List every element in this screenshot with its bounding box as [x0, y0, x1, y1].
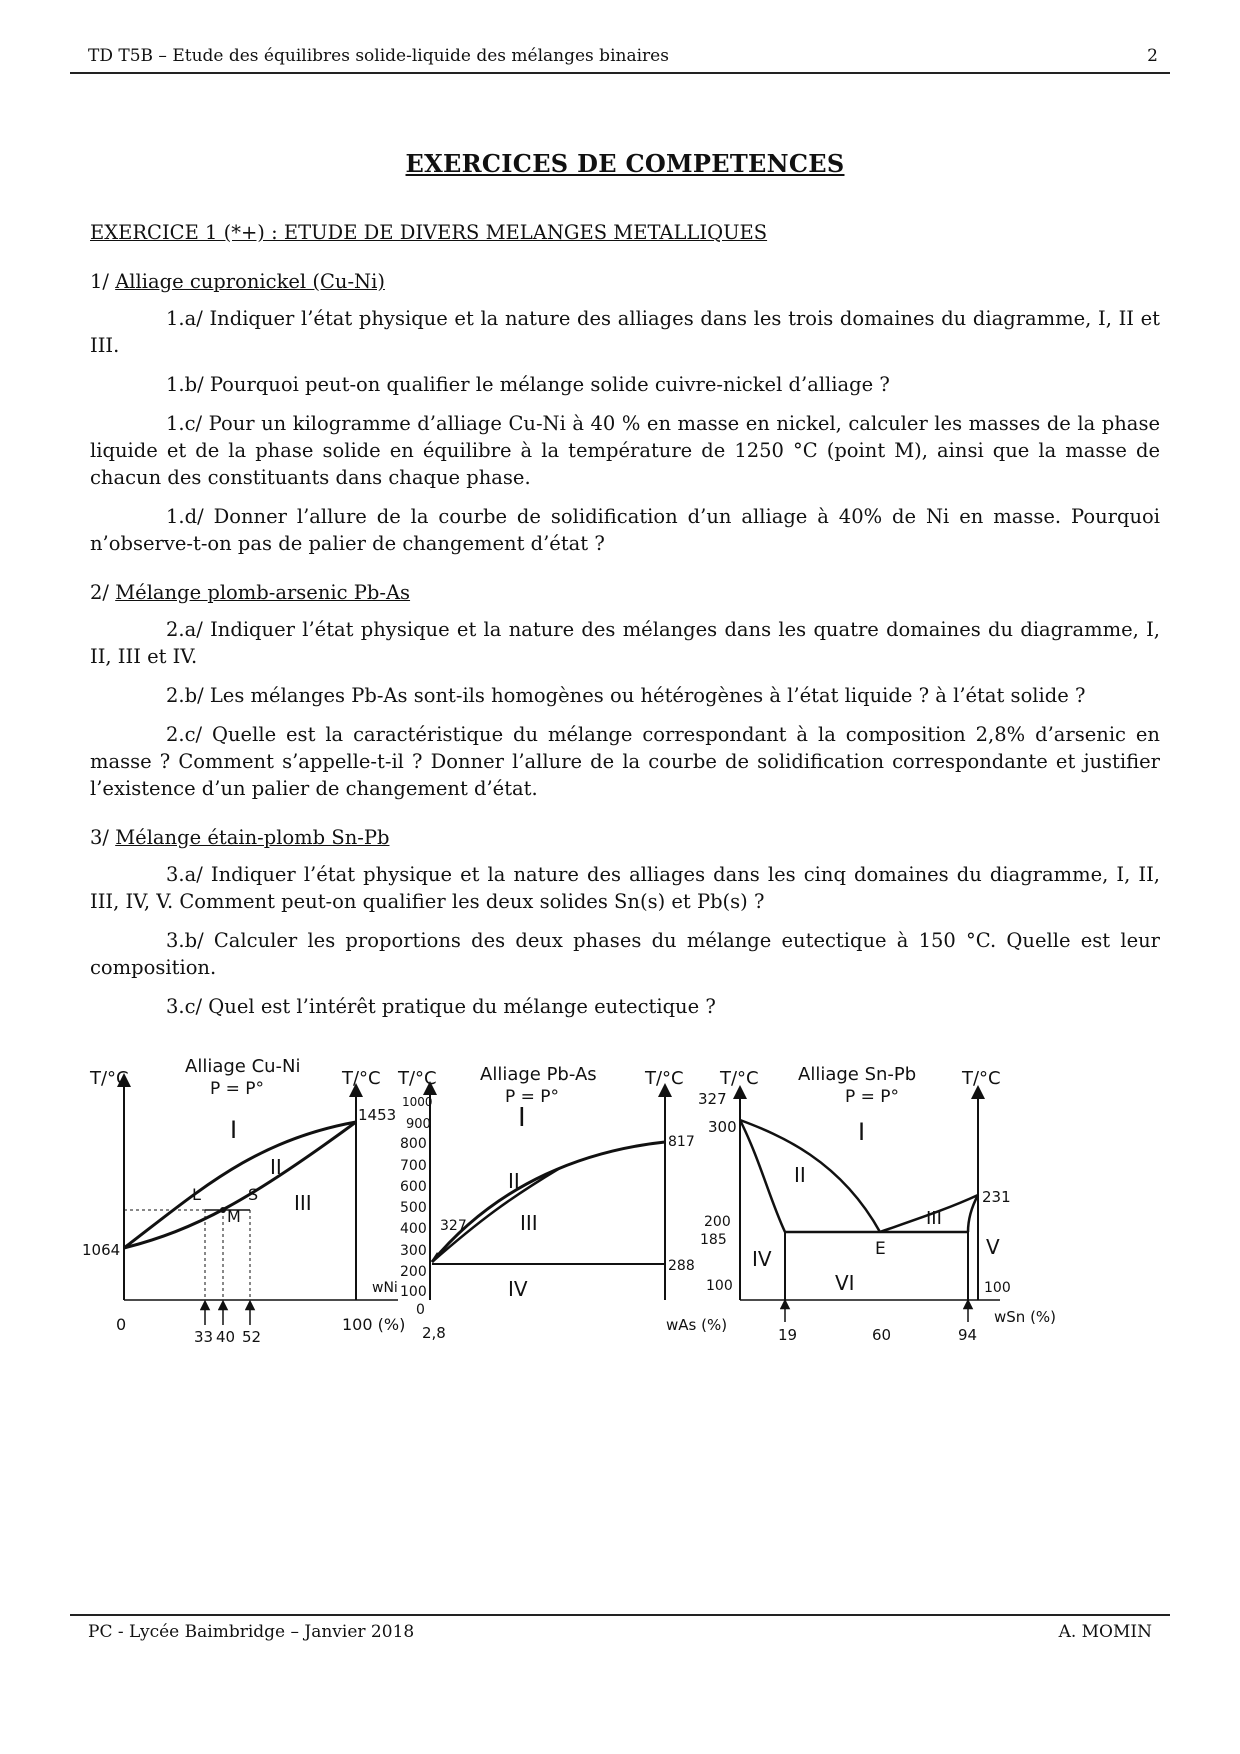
liquidus-curve — [124, 1122, 356, 1248]
diagram-title: Alliage Sn-Pb — [798, 1064, 917, 1085]
diagram-pbas — [397, 1064, 727, 1342]
section-snpb — [90, 824, 1160, 1020]
domain-label-i: I — [518, 1103, 526, 1133]
question-3a: 3.a/ Indiquer l’état physique et la nature des alliages dans les cinq domaines du diagramme, I, II, III, IV, V. Comment peut-on qualifier les deux solides Sn(s) et Pb(s) ? — [90, 863, 1160, 913]
y-left-327: 327 — [698, 1090, 727, 1108]
x-axis-label: wAs (%) — [666, 1316, 728, 1334]
axis-label-right: T/°C — [645, 1068, 684, 1089]
question-2a: 2.a/ Indiquer l’état physique et la nature des mélanges dans les quatre domaines du diagramme, I, II, III et IV. — [90, 618, 1160, 668]
diagram-title: Alliage Cu-Ni — [185, 1056, 301, 1077]
footer-left: PC - Lycée Baimbridge – Janvier 2018 — [88, 1622, 415, 1642]
y-right-231: 231 — [982, 1188, 1011, 1206]
y-left-200: 200 — [704, 1214, 731, 1230]
domain-label-vi: VI — [835, 1271, 855, 1295]
domain-label-iii: III — [926, 1208, 942, 1229]
eutectic-point-label: E — [875, 1239, 886, 1259]
footer-right: A. MOMIN — [1058, 1622, 1152, 1642]
diagram-pressure: P = P° — [845, 1087, 900, 1107]
x-axis-label: wNi — [372, 1280, 398, 1296]
main-title: EXERCICES DE COMPETENCES — [405, 149, 845, 178]
question-1a: 1.a/ Indiquer l’état physique et la nature des alliages dans les trois domaines du diagramme, I, II et III. — [90, 307, 1160, 357]
t-eut-label: 288 — [668, 1258, 695, 1274]
question-3c: 3.c/ Quel est l’intérêt pratique du mélange eutectique ? — [166, 995, 716, 1018]
phase-diagrams-svg — [80, 1050, 1160, 1350]
y-tick: 600 — [400, 1179, 427, 1195]
page-header — [70, 44, 1170, 74]
t-as-label: 817 — [668, 1134, 695, 1150]
solvus-sn — [968, 1195, 978, 1232]
domain-label-ii: II — [794, 1163, 806, 1187]
y-ticks — [400, 1095, 433, 1318]
domain-label-i: I — [858, 1118, 866, 1146]
diagram-cuni — [82, 1056, 405, 1346]
y-left-300: 300 — [708, 1118, 737, 1136]
y-tick: 300 — [400, 1243, 427, 1259]
document-body — [90, 150, 1160, 1032]
question-2b: 2.b/ Les mélanges Pb-As sont-ils homogènes ou hétérogènes à l’état liquide ? à l’état solide ? — [166, 684, 1086, 707]
axis-label-left: T/°C — [90, 1068, 129, 1089]
y-tick: 900 — [406, 1117, 431, 1132]
y-tick: 100 — [400, 1284, 427, 1300]
page-number: 2 — [1147, 46, 1158, 66]
x-tick-19: 19 — [778, 1326, 798, 1344]
x-axis-label: wSn (%) — [994, 1308, 1057, 1326]
domain-label-v: V — [986, 1235, 1000, 1259]
section-prefix: 3/ — [90, 826, 116, 849]
section-prefix: 1/ — [90, 270, 116, 293]
x-eut-label: 2,8 — [422, 1324, 446, 1342]
t-ni-label: 1453 — [358, 1106, 397, 1124]
y-left-185: 185 — [700, 1232, 727, 1248]
page-footer — [70, 1614, 1170, 1646]
axis-label-right: T/°C — [342, 1068, 381, 1089]
diagram-title: Alliage Pb-As — [480, 1064, 597, 1085]
domain-label-iii: III — [520, 1211, 538, 1235]
domain-label-i: I — [230, 1116, 238, 1144]
x-end-label: 100 (%) — [342, 1315, 406, 1334]
domain-label-iii: III — [294, 1191, 312, 1215]
diagram-pressure: P = P° — [505, 1087, 560, 1107]
x-tick-60: 60 — [872, 1326, 892, 1344]
solidus-curve — [124, 1122, 356, 1248]
exercise-title: EXERCICE 1 (*+) : ETUDE DE DIVERS MELANGES METALLIQUES — [90, 221, 768, 244]
axis-label-left: T/°C — [398, 1068, 437, 1089]
domain-label-ii: II — [508, 1169, 520, 1193]
y-tick: 400 — [400, 1221, 427, 1237]
diagram-pressure: P = P° — [210, 1079, 265, 1099]
phase-diagrams — [80, 1050, 1160, 1350]
y-tick: 700 — [400, 1158, 427, 1174]
section-cuni — [90, 268, 1160, 557]
x-tick-33: 33 — [194, 1328, 214, 1346]
point-label-l: L — [192, 1185, 201, 1204]
point-label-s: S — [248, 1185, 259, 1204]
section-pbas — [90, 579, 1160, 802]
solidus-curve-as — [432, 1168, 560, 1262]
y-right-100: 100 — [984, 1280, 1011, 1296]
section-heading: Mélange étain-plomb Sn-Pb — [115, 826, 390, 849]
x-origin-label: 0 — [116, 1315, 127, 1334]
t-cu-label: 1064 — [82, 1241, 121, 1259]
question-2c: 2.c/ Quelle est la caractéristique du mélange correspondant à la composition 2,8% d’arsenic en masse ? Comment s’appelle-t-il ? Donner l’allure de la courbe de solidification correspondante et justifier l’existence d’un palier de changement d’état. — [90, 723, 1160, 800]
y-tick: 1000 — [402, 1095, 433, 1109]
point-m-dot — [220, 1207, 226, 1213]
t-pb-label: 327 — [440, 1218, 467, 1234]
diagram-snpb — [698, 1064, 1056, 1344]
domain-label-iv: IV — [508, 1277, 528, 1301]
domain-label-ii: II — [270, 1155, 282, 1179]
section-heading: Mélange plomb-arsenic Pb-As — [115, 581, 411, 604]
y-left-100: 100 — [706, 1278, 733, 1294]
x-tick-94: 94 — [958, 1326, 978, 1344]
y-tick: 0 — [416, 1302, 425, 1318]
question-1b: 1.b/ Pourquoi peut-on qualifier le mélange solide cuivre-nickel d’alliage ? — [166, 373, 890, 396]
axis-label-right: T/°C — [962, 1068, 1001, 1089]
x-tick-40: 40 — [216, 1328, 236, 1346]
question-3b: 3.b/ Calculer les proportions des deux phases du mélange eutectique à 150 °C. Quelle est leur composition. — [90, 929, 1160, 979]
question-1d: 1.d/ Donner l’allure de la courbe de solidification d’un alliage à 40% de Ni en masse. Pourquoi n’observe-t-on pas de palier de changement d’état ? — [90, 505, 1160, 555]
domain-label-iv: IV — [752, 1247, 772, 1271]
section-heading: Alliage cupronickel (Cu-Ni) — [115, 270, 385, 293]
section-prefix: 2/ — [90, 581, 116, 604]
y-tick: 200 — [400, 1264, 427, 1280]
header-title: TD T5B – Etude des équilibres solide-liquide des mélanges binaires — [88, 46, 669, 66]
y-tick: 800 — [400, 1136, 427, 1152]
x-tick-52: 52 — [242, 1328, 262, 1346]
liquidus-curve-as — [432, 1142, 665, 1262]
axis-label-left: T/°C — [720, 1068, 759, 1089]
y-tick: 500 — [400, 1200, 427, 1216]
question-1c: 1.c/ Pour un kilogramme d’alliage Cu-Ni à 40 % en masse en nickel, calculer les masses de la phase liquide et de la phase solide en équilibre à la température de 1250 °C (point M), ainsi que la masse de chacun des constituants dans chaque phase. — [90, 412, 1160, 489]
point-label-m: M — [227, 1207, 241, 1226]
